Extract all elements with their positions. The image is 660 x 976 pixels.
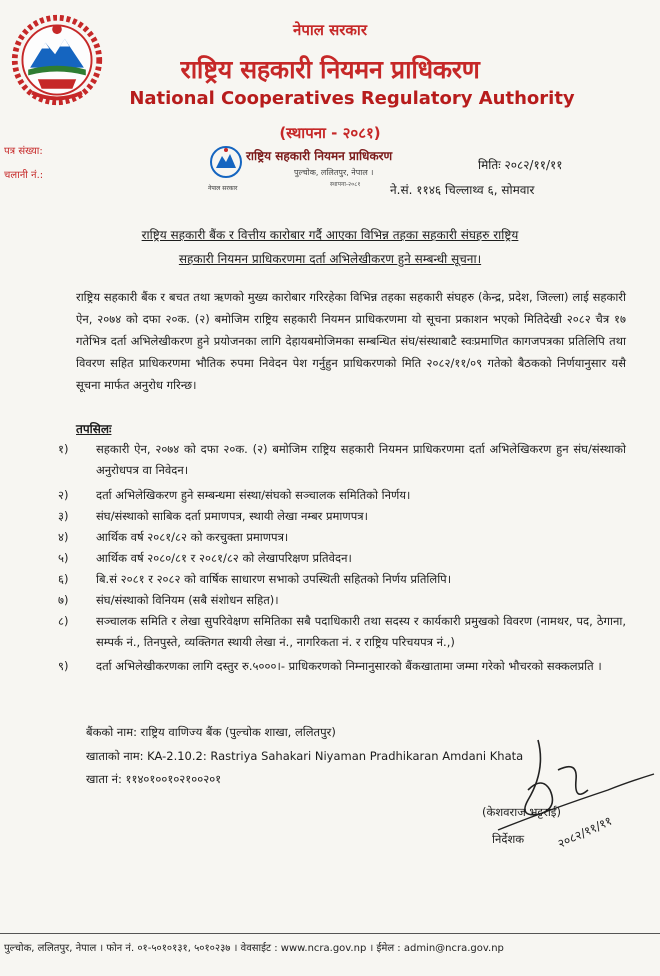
stamp-established: स्थापना-२०८१ xyxy=(330,181,361,188)
dispatch-number-label: चलानी नं.: xyxy=(4,170,44,181)
bank-name: बैंकको नाम: राष्ट्रिय वाणिज्य बैंक (पुल्चोक शाखा, ललितपुर) xyxy=(86,725,336,739)
government-title: नेपाल सरकार xyxy=(293,21,367,39)
stamp-emblem-caption: नेपाल सरकार xyxy=(208,185,238,192)
established-year: (स्थापना - २०८१) xyxy=(279,124,381,142)
footer-divider xyxy=(0,933,660,934)
subject-line-1: राष्ट्रिय सहकारी बैंक र वित्तीय कारोबार गर्दै आएका विभिन्न तहका सहकारी संघहरु राष्ट्रिय xyxy=(141,228,519,242)
list-item: ८) सञ्चालक समिति र लेखा सुपरिवेक्षण समितिका सबै पदाधिकारी तथा सदस्य र कार्यकारी प्रमुखको विवरण (नामथर, पद, ठेगाना, सम्पर्क नं., तिनपुस्ते, व्यक्तिगत स्थायी लेखा नं., नागरिकता नं. र राष्ट्रिय परिचयपत्र नं.,) xyxy=(58,614,626,649)
subject-line-2: सहकारी नियमन प्राधिकरणमा दर्ता अभिलेखीकरण हुने सम्बन्धी सूचना। xyxy=(178,252,482,266)
stamp-title: राष्ट्रिय सहकारी नियमन प्राधिकरण xyxy=(246,149,393,163)
letter-number-label: पत्र संख्या: xyxy=(4,146,43,157)
list-item: ५) आर्थिक वर्ष २०८०/८१ र २०८१/८२ को लेखापरिक्षण प्रतिवेदन। xyxy=(58,551,352,565)
body-paragraph: राष्ट्रिय सहकारी बैंक र बचत तथा ऋणको मुख्य कारोबार गरिरहेका विभिन्न तहका सहकारी संघहरु (केन्द्र, प्रदेश, जिल्ला) लाई सहकारी ऐन, २०७४ को दफा २०क. (२) बमोजिम राष्ट्रिय सहकारी नियमन प्राधिकरणमा यो सूचना प्रकाशन भएको मितिदेखी २०८२ चैत्र १७ गतेभित्र दर्ता अभिलेखीकरण हुने प्रयोजनका लागि देहायबमोजिमका सम्बन्धित संघ/संस्थाबाटै स्वःप्रमाणित कागजपत्रका प्रतिलिपि तथा विवरण सहित प्राधिकरणमा भौतिक रुपमा निवेदन पेश गर्नुहुन प्राधिकरणको मिति २०८२/११/०९ गतेको बैठकको निर्णयानुसार यसै सूचना मार्फत अनुरोध गरिन्छ। xyxy=(76,290,626,392)
stamp-emblem-icon xyxy=(208,144,244,184)
footer-contact: पुल्चोक, ललितपुर, नेपाल । फोन नं. ०१-५०१०१३१, ५०१०२३७ । वेवसाईट : www.ncra.gov.np । ईमेल : admin@ncra.gov.np xyxy=(4,943,504,954)
list-item: ४) आर्थिक वर्ष २०८१/८२ को करचुक्ता प्रमाणपत्र। xyxy=(58,530,289,544)
stamp-address: पुल्चोक, ललितपुर, नेपाल । xyxy=(294,168,374,177)
authority-name-english: National Cooperatives Regulatory Authority xyxy=(129,88,575,109)
list-item: १) सहकारी ऐन, २०७४ को दफा २०क. (२) बमोजिम राष्ट्रिय सहकारी नियमन प्राधिकरणमा दर्ता अभिलेखिकरण हुन संघ/संस्थाको अनुरोधपत्र वा निवेदन। xyxy=(58,442,626,477)
signatory-name: (केशवराज भट्टराई) xyxy=(482,805,561,819)
date-nepal-sambat: ने.सं. ११४६ चिल्लाथ्व ६, सोमवार xyxy=(390,183,535,197)
signature-date: २०८२/११/११ xyxy=(555,813,615,851)
authority-name-nepali: राष्ट्रिय सहकारी नियमन प्राधिकरण xyxy=(180,55,480,84)
bank-account-number: खाता नं: ११४०१००१०२१००२०१ xyxy=(86,772,222,786)
list-item: ३) संघ/संस्थाको साबिक दर्ता प्रमाणपत्र, स्थायी लेखा नम्बर प्रमाणपत्र। xyxy=(58,509,368,523)
tapsil-heading: तपसिलः xyxy=(76,422,112,436)
handwritten-signature xyxy=(458,730,658,860)
list-item: ६) बि.सं २०८१ र २०८२ को वार्षिक साधारण सभाको उपस्थिती सहितको निर्णय प्रतिलिपि। xyxy=(58,572,452,586)
list-item: २) दर्ता अभिलेखिकरण हुने सम्बन्धमा संस्था/संघको सञ्चालक समितिको निर्णय। xyxy=(58,488,411,502)
signatory-title: निर्देशक xyxy=(492,832,525,846)
notice-subject xyxy=(60,223,600,271)
list-item: ७) संघ/संस्थाको विनियम (सबै संशोधन सहित)। xyxy=(58,593,279,607)
date-bs: मितिः २०८२/११/११ xyxy=(478,158,563,172)
list-item: ९) दर्ता अभिलेखीकरणका लागि दस्तुर रु.५०००।- प्राधिकरणको निम्नानुसारको बैंकखातामा जम्मा गरेको भौचरको सक्कलप्रति । xyxy=(58,659,602,673)
bank-account-name: खाताको नाम: KA-2.10.2: Rastriya Sahakari Niyaman Pradhikaran Amdani Khata xyxy=(86,749,524,763)
requirements-list xyxy=(58,439,626,677)
